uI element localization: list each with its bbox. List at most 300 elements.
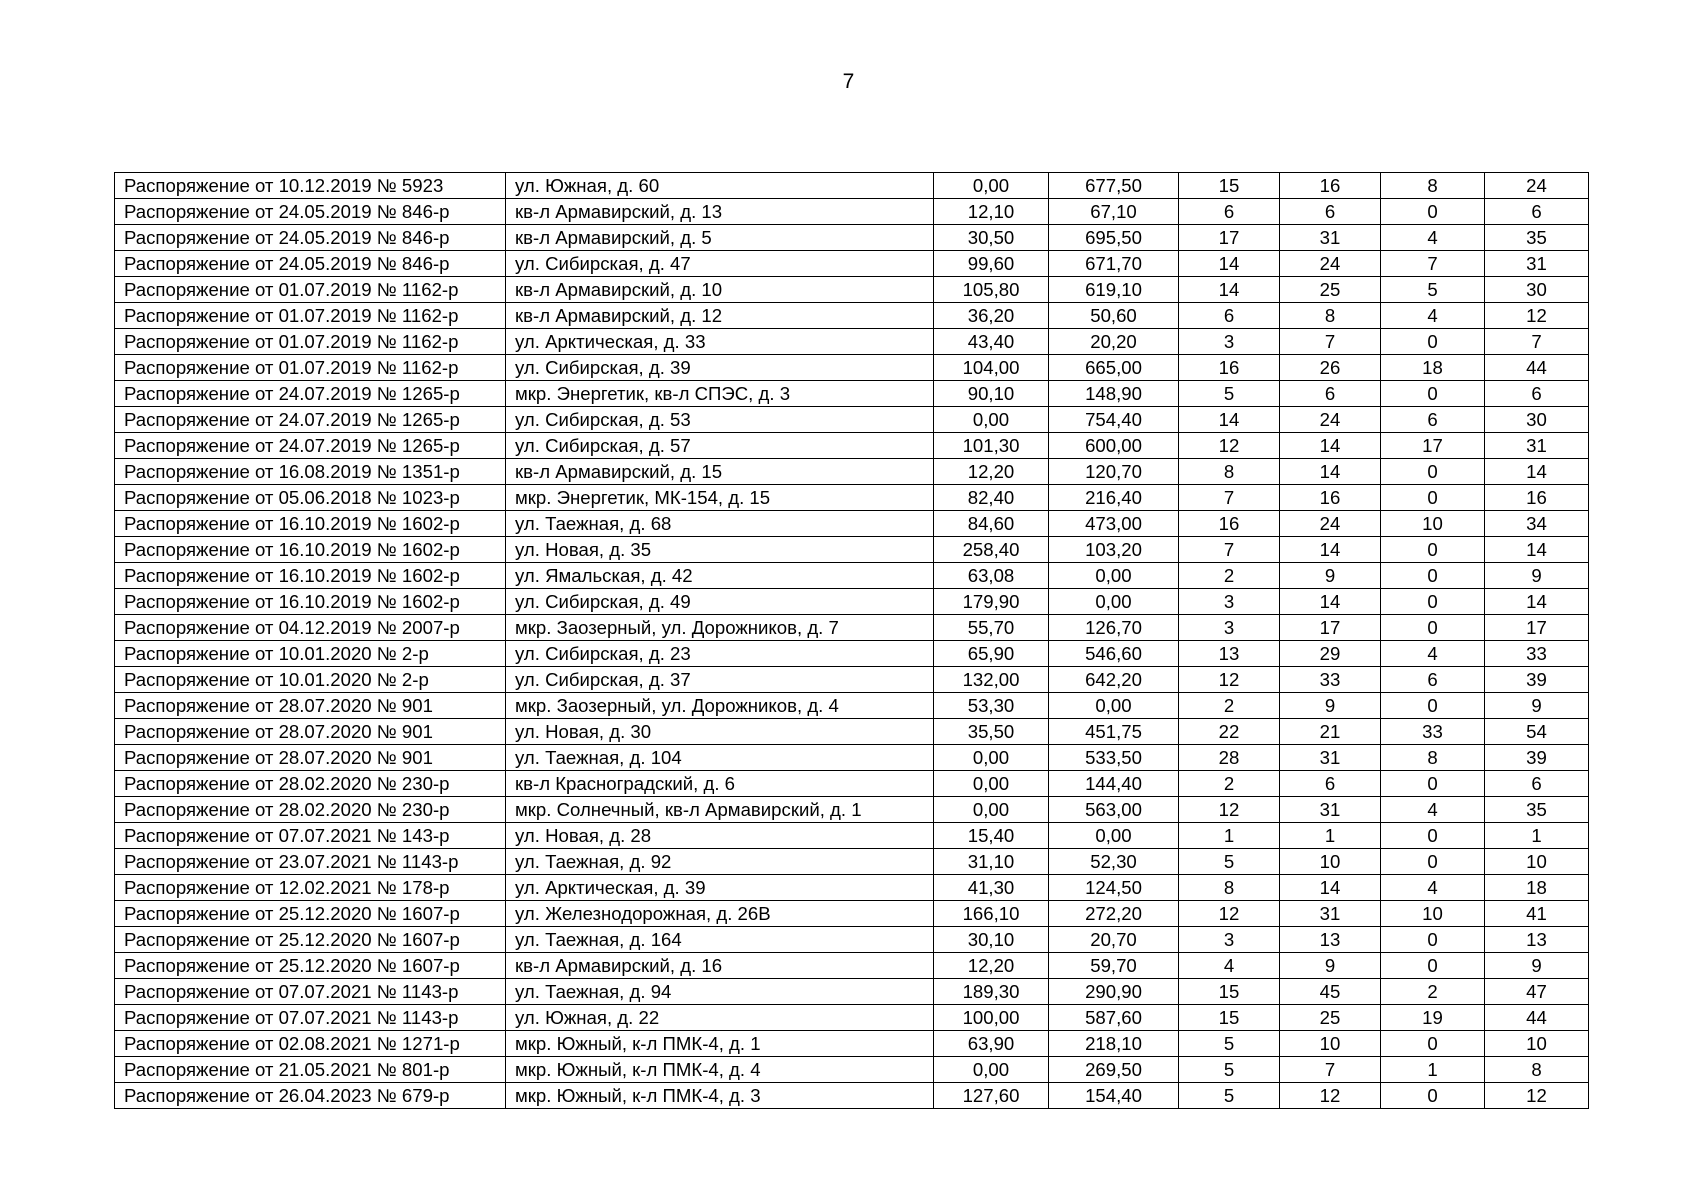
value-b-cell: 20,20	[1049, 329, 1179, 355]
count-total-cell: 41	[1485, 901, 1589, 927]
value-b-cell: 546,60	[1049, 641, 1179, 667]
address-cell: ул. Сибирская, д. 37	[506, 667, 934, 693]
count-total-cell: 33	[1485, 641, 1589, 667]
count-c-cell: 10	[1381, 901, 1485, 927]
table-row	[115, 745, 1589, 771]
value-a-cell: 65,90	[934, 641, 1049, 667]
count-b-cell: 45	[1280, 979, 1381, 1005]
count-c-cell: 8	[1381, 173, 1485, 199]
count-a-cell: 3	[1179, 589, 1280, 615]
value-b-cell: 20,70	[1049, 927, 1179, 953]
order-cell: Распоряжение от 07.07.2021 № 143-р	[115, 823, 506, 849]
count-b-cell: 31	[1280, 745, 1381, 771]
count-total-cell: 39	[1485, 745, 1589, 771]
order-cell: Распоряжение от 01.07.2019 № 1162-р	[115, 303, 506, 329]
order-cell: Распоряжение от 21.05.2021 № 801-р	[115, 1057, 506, 1083]
count-b-cell: 9	[1280, 953, 1381, 979]
value-b-cell: 154,40	[1049, 1083, 1179, 1109]
count-total-cell: 12	[1485, 303, 1589, 329]
address-cell: кв-л Армавирский, д. 10	[506, 277, 934, 303]
count-b-cell: 24	[1280, 251, 1381, 277]
order-cell: Распоряжение от 25.12.2020 № 1607-р	[115, 927, 506, 953]
table-row	[115, 927, 1589, 953]
address-cell: ул. Новая, д. 35	[506, 537, 934, 563]
count-c-cell: 0	[1381, 823, 1485, 849]
count-c-cell: 8	[1381, 745, 1485, 771]
count-b-cell: 14	[1280, 589, 1381, 615]
value-a-cell: 15,40	[934, 823, 1049, 849]
order-cell: Распоряжение от 10.12.2019 № 5923	[115, 173, 506, 199]
address-cell: мкр. Южный, к-л ПМК-4, д. 1	[506, 1031, 934, 1057]
value-a-cell: 55,70	[934, 615, 1049, 641]
count-b-cell: 14	[1280, 875, 1381, 901]
count-a-cell: 5	[1179, 1031, 1280, 1057]
order-cell: Распоряжение от 26.04.2023 № 679-р	[115, 1083, 506, 1109]
table-row	[115, 1031, 1589, 1057]
count-b-cell: 24	[1280, 511, 1381, 537]
page-number: 7	[842, 70, 855, 93]
table-row	[115, 1057, 1589, 1083]
count-b-cell: 21	[1280, 719, 1381, 745]
value-a-cell: 82,40	[934, 485, 1049, 511]
table-row	[115, 849, 1589, 875]
order-cell: Распоряжение от 16.10.2019 № 1602-р	[115, 589, 506, 615]
count-a-cell: 28	[1179, 745, 1280, 771]
count-total-cell: 30	[1485, 277, 1589, 303]
count-total-cell: 14	[1485, 537, 1589, 563]
order-cell: Распоряжение от 16.10.2019 № 1602-р	[115, 537, 506, 563]
count-total-cell: 30	[1485, 407, 1589, 433]
address-cell: мкр. Энергетик, МК-154, д. 15	[506, 485, 934, 511]
order-cell: Распоряжение от 24.05.2019 № 846-р	[115, 225, 506, 251]
value-a-cell: 30,50	[934, 225, 1049, 251]
value-b-cell: 52,30	[1049, 849, 1179, 875]
value-b-cell: 272,20	[1049, 901, 1179, 927]
order-cell: Распоряжение от 23.07.2021 № 1143-р	[115, 849, 506, 875]
value-b-cell: 290,90	[1049, 979, 1179, 1005]
value-b-cell: 0,00	[1049, 823, 1179, 849]
address-cell: ул. Южная, д. 22	[506, 1005, 934, 1031]
count-total-cell: 44	[1485, 355, 1589, 381]
value-a-cell: 105,80	[934, 277, 1049, 303]
value-a-cell: 43,40	[934, 329, 1049, 355]
count-b-cell: 8	[1280, 303, 1381, 329]
count-c-cell: 0	[1381, 329, 1485, 355]
count-a-cell: 12	[1179, 797, 1280, 823]
value-b-cell: 144,40	[1049, 771, 1179, 797]
count-a-cell: 16	[1179, 355, 1280, 381]
count-total-cell: 31	[1485, 433, 1589, 459]
count-a-cell: 12	[1179, 667, 1280, 693]
count-a-cell: 15	[1179, 173, 1280, 199]
count-a-cell: 5	[1179, 1083, 1280, 1109]
table-row	[115, 485, 1589, 511]
value-b-cell: 50,60	[1049, 303, 1179, 329]
count-a-cell: 2	[1179, 693, 1280, 719]
value-a-cell: 12,20	[934, 459, 1049, 485]
table-row	[115, 693, 1589, 719]
order-cell: Распоряжение от 10.01.2020 № 2-р	[115, 641, 506, 667]
order-cell: Распоряжение от 28.07.2020 № 901	[115, 719, 506, 745]
value-a-cell: 30,10	[934, 927, 1049, 953]
value-a-cell: 0,00	[934, 797, 1049, 823]
count-c-cell: 4	[1381, 875, 1485, 901]
count-total-cell: 47	[1485, 979, 1589, 1005]
value-b-cell: 0,00	[1049, 693, 1179, 719]
count-a-cell: 14	[1179, 251, 1280, 277]
value-a-cell: 41,30	[934, 875, 1049, 901]
address-cell: кв-л Армавирский, д. 13	[506, 199, 934, 225]
count-c-cell: 6	[1381, 667, 1485, 693]
address-cell: ул. Новая, д. 28	[506, 823, 934, 849]
count-total-cell: 9	[1485, 953, 1589, 979]
count-total-cell: 10	[1485, 1031, 1589, 1057]
count-b-cell: 10	[1280, 1031, 1381, 1057]
table-row	[115, 953, 1589, 979]
table-row	[115, 797, 1589, 823]
table-row	[115, 173, 1589, 199]
count-a-cell: 12	[1179, 901, 1280, 927]
count-c-cell: 0	[1381, 485, 1485, 511]
value-a-cell: 0,00	[934, 407, 1049, 433]
table-row	[115, 459, 1589, 485]
value-b-cell: 473,00	[1049, 511, 1179, 537]
count-total-cell: 24	[1485, 173, 1589, 199]
value-b-cell: 451,75	[1049, 719, 1179, 745]
value-b-cell: 0,00	[1049, 563, 1179, 589]
count-b-cell: 1	[1280, 823, 1381, 849]
value-a-cell: 63,08	[934, 563, 1049, 589]
count-b-cell: 31	[1280, 225, 1381, 251]
address-cell: кв-л Армавирский, д. 12	[506, 303, 934, 329]
count-c-cell: 18	[1381, 355, 1485, 381]
value-a-cell: 12,10	[934, 199, 1049, 225]
order-cell: Распоряжение от 28.07.2020 № 901	[115, 745, 506, 771]
order-cell: Распоряжение от 01.07.2019 № 1162-р	[115, 277, 506, 303]
count-total-cell: 31	[1485, 251, 1589, 277]
order-cell: Распоряжение от 28.07.2020 № 901	[115, 693, 506, 719]
table-row	[115, 251, 1589, 277]
address-cell: ул. Сибирская, д. 53	[506, 407, 934, 433]
count-total-cell: 10	[1485, 849, 1589, 875]
count-total-cell: 9	[1485, 563, 1589, 589]
count-c-cell: 0	[1381, 953, 1485, 979]
order-cell: Распоряжение от 24.05.2019 № 846-р	[115, 251, 506, 277]
count-a-cell: 22	[1179, 719, 1280, 745]
table-row	[115, 979, 1589, 1005]
table-row	[115, 407, 1589, 433]
address-cell: ул. Сибирская, д. 47	[506, 251, 934, 277]
value-a-cell: 101,30	[934, 433, 1049, 459]
order-cell: Распоряжение от 04.12.2019 № 2007-р	[115, 615, 506, 641]
count-c-cell: 6	[1381, 407, 1485, 433]
value-b-cell: 126,70	[1049, 615, 1179, 641]
table-row	[115, 563, 1589, 589]
count-b-cell: 33	[1280, 667, 1381, 693]
count-a-cell: 2	[1179, 771, 1280, 797]
order-cell: Распоряжение от 10.01.2020 № 2-р	[115, 667, 506, 693]
count-a-cell: 5	[1179, 1057, 1280, 1083]
address-cell: кв-л Армавирский, д. 5	[506, 225, 934, 251]
table-row	[115, 719, 1589, 745]
count-total-cell: 35	[1485, 797, 1589, 823]
table-row	[115, 199, 1589, 225]
address-cell: кв-л Красноградский, д. 6	[506, 771, 934, 797]
count-a-cell: 3	[1179, 329, 1280, 355]
value-b-cell: 671,70	[1049, 251, 1179, 277]
count-b-cell: 16	[1280, 485, 1381, 511]
table-row	[115, 381, 1589, 407]
count-b-cell: 17	[1280, 615, 1381, 641]
count-c-cell: 0	[1381, 927, 1485, 953]
value-a-cell: 100,00	[934, 1005, 1049, 1031]
count-a-cell: 16	[1179, 511, 1280, 537]
table-row	[115, 615, 1589, 641]
order-cell: Распоряжение от 01.07.2019 № 1162-р	[115, 329, 506, 355]
address-cell: ул. Таежная, д. 94	[506, 979, 934, 1005]
address-cell: ул. Ямальская, д. 42	[506, 563, 934, 589]
table-row	[115, 277, 1589, 303]
table-row	[115, 901, 1589, 927]
count-a-cell: 14	[1179, 407, 1280, 433]
count-b-cell: 6	[1280, 199, 1381, 225]
value-b-cell: 754,40	[1049, 407, 1179, 433]
order-cell: Распоряжение от 25.12.2020 № 1607-р	[115, 901, 506, 927]
value-a-cell: 90,10	[934, 381, 1049, 407]
value-b-cell: 695,50	[1049, 225, 1179, 251]
value-a-cell: 84,60	[934, 511, 1049, 537]
order-cell: Распоряжение от 16.10.2019 № 1602-р	[115, 511, 506, 537]
count-b-cell: 14	[1280, 537, 1381, 563]
value-b-cell: 148,90	[1049, 381, 1179, 407]
value-b-cell: 124,50	[1049, 875, 1179, 901]
count-c-cell: 0	[1381, 771, 1485, 797]
address-cell: мкр. Заозерный, ул. Дорожников, д. 7	[506, 615, 934, 641]
count-b-cell: 14	[1280, 459, 1381, 485]
count-total-cell: 34	[1485, 511, 1589, 537]
address-cell: ул. Южная, д. 60	[506, 173, 934, 199]
address-cell: мкр. Заозерный, ул. Дорожников, д. 4	[506, 693, 934, 719]
address-cell: кв-л Армавирский, д. 15	[506, 459, 934, 485]
count-total-cell: 54	[1485, 719, 1589, 745]
count-a-cell: 4	[1179, 953, 1280, 979]
order-cell: Распоряжение от 24.05.2019 № 846-р	[115, 199, 506, 225]
count-total-cell: 7	[1485, 329, 1589, 355]
order-cell: Распоряжение от 02.08.2021 № 1271-р	[115, 1031, 506, 1057]
order-cell: Распоряжение от 24.07.2019 № 1265-р	[115, 381, 506, 407]
value-a-cell: 53,30	[934, 693, 1049, 719]
table-row	[115, 1083, 1589, 1109]
value-a-cell: 189,30	[934, 979, 1049, 1005]
table-body	[115, 173, 1589, 1109]
table-row	[115, 589, 1589, 615]
count-a-cell: 15	[1179, 1005, 1280, 1031]
count-c-cell: 0	[1381, 563, 1485, 589]
count-b-cell: 10	[1280, 849, 1381, 875]
count-b-cell: 25	[1280, 1005, 1381, 1031]
count-c-cell: 1	[1381, 1057, 1485, 1083]
value-a-cell: 99,60	[934, 251, 1049, 277]
count-a-cell: 8	[1179, 459, 1280, 485]
value-b-cell: 216,40	[1049, 485, 1179, 511]
count-b-cell: 26	[1280, 355, 1381, 381]
count-a-cell: 1	[1179, 823, 1280, 849]
count-a-cell: 3	[1179, 927, 1280, 953]
address-cell: ул. Сибирская, д. 49	[506, 589, 934, 615]
order-cell: Распоряжение от 05.06.2018 № 1023-р	[115, 485, 506, 511]
count-total-cell: 12	[1485, 1083, 1589, 1109]
count-a-cell: 7	[1179, 485, 1280, 511]
value-b-cell: 59,70	[1049, 953, 1179, 979]
value-a-cell: 63,90	[934, 1031, 1049, 1057]
address-cell: кв-л Армавирский, д. 16	[506, 953, 934, 979]
count-b-cell: 12	[1280, 1083, 1381, 1109]
address-cell: ул. Сибирская, д. 39	[506, 355, 934, 381]
order-cell: Распоряжение от 16.08.2019 № 1351-р	[115, 459, 506, 485]
address-cell: ул. Таежная, д. 104	[506, 745, 934, 771]
count-c-cell: 10	[1381, 511, 1485, 537]
value-b-cell: 677,50	[1049, 173, 1179, 199]
count-a-cell: 6	[1179, 303, 1280, 329]
resettlement-table	[114, 172, 1589, 1109]
count-b-cell: 25	[1280, 277, 1381, 303]
value-b-cell: 563,00	[1049, 797, 1179, 823]
address-cell: мкр. Солнечный, кв-л Армавирский, д. 1	[506, 797, 934, 823]
count-total-cell: 6	[1485, 771, 1589, 797]
value-a-cell: 132,00	[934, 667, 1049, 693]
count-b-cell: 31	[1280, 901, 1381, 927]
count-c-cell: 0	[1381, 1031, 1485, 1057]
address-cell: мкр. Энергетик, кв-л СПЭС, д. 3	[506, 381, 934, 407]
count-b-cell: 16	[1280, 173, 1381, 199]
count-b-cell: 24	[1280, 407, 1381, 433]
count-a-cell: 14	[1179, 277, 1280, 303]
value-a-cell: 35,50	[934, 719, 1049, 745]
value-a-cell: 31,10	[934, 849, 1049, 875]
count-a-cell: 3	[1179, 615, 1280, 641]
value-a-cell: 179,90	[934, 589, 1049, 615]
value-a-cell: 36,20	[934, 303, 1049, 329]
count-total-cell: 39	[1485, 667, 1589, 693]
count-c-cell: 0	[1381, 849, 1485, 875]
count-c-cell: 19	[1381, 1005, 1485, 1031]
value-a-cell: 12,20	[934, 953, 1049, 979]
count-c-cell: 0	[1381, 381, 1485, 407]
value-b-cell: 218,10	[1049, 1031, 1179, 1057]
value-b-cell: 0,00	[1049, 589, 1179, 615]
count-a-cell: 2	[1179, 563, 1280, 589]
table-row	[115, 771, 1589, 797]
value-b-cell: 533,50	[1049, 745, 1179, 771]
value-a-cell: 0,00	[934, 745, 1049, 771]
count-c-cell: 0	[1381, 199, 1485, 225]
order-cell: Распоряжение от 12.02.2021 № 178-р	[115, 875, 506, 901]
count-c-cell: 0	[1381, 693, 1485, 719]
count-b-cell: 7	[1280, 1057, 1381, 1083]
value-a-cell: 0,00	[934, 1057, 1049, 1083]
address-cell: ул. Таежная, д. 68	[506, 511, 934, 537]
value-b-cell: 665,00	[1049, 355, 1179, 381]
address-cell: ул. Арктическая, д. 33	[506, 329, 934, 355]
count-a-cell: 7	[1179, 537, 1280, 563]
count-c-cell: 2	[1381, 979, 1485, 1005]
count-total-cell: 18	[1485, 875, 1589, 901]
count-c-cell: 0	[1381, 615, 1485, 641]
count-c-cell: 5	[1381, 277, 1485, 303]
order-cell: Распоряжение от 24.07.2019 № 1265-р	[115, 433, 506, 459]
value-a-cell: 0,00	[934, 173, 1049, 199]
count-c-cell: 4	[1381, 797, 1485, 823]
order-cell: Распоряжение от 16.10.2019 № 1602-р	[115, 563, 506, 589]
table-row	[115, 667, 1589, 693]
address-cell: ул. Сибирская, д. 23	[506, 641, 934, 667]
address-cell: ул. Новая, д. 30	[506, 719, 934, 745]
address-cell: ул. Арктическая, д. 39	[506, 875, 934, 901]
count-a-cell: 12	[1179, 433, 1280, 459]
count-c-cell: 17	[1381, 433, 1485, 459]
order-cell: Распоряжение от 24.07.2019 № 1265-р	[115, 407, 506, 433]
count-a-cell: 5	[1179, 381, 1280, 407]
value-b-cell: 600,00	[1049, 433, 1179, 459]
count-b-cell: 9	[1280, 563, 1381, 589]
count-a-cell: 6	[1179, 199, 1280, 225]
count-a-cell: 8	[1179, 875, 1280, 901]
count-b-cell: 7	[1280, 329, 1381, 355]
count-b-cell: 14	[1280, 433, 1381, 459]
count-c-cell: 0	[1381, 1083, 1485, 1109]
order-cell: Распоряжение от 07.07.2021 № 1143-р	[115, 1005, 506, 1031]
count-total-cell: 16	[1485, 485, 1589, 511]
count-total-cell: 9	[1485, 693, 1589, 719]
order-cell: Распоряжение от 28.02.2020 № 230-р	[115, 797, 506, 823]
address-cell: мкр. Южный, к-л ПМК-4, д. 4	[506, 1057, 934, 1083]
count-c-cell: 0	[1381, 589, 1485, 615]
count-total-cell: 1	[1485, 823, 1589, 849]
count-b-cell: 31	[1280, 797, 1381, 823]
table-row	[115, 303, 1589, 329]
table-row	[115, 511, 1589, 537]
table-row	[115, 329, 1589, 355]
count-b-cell: 6	[1280, 771, 1381, 797]
value-a-cell: 104,00	[934, 355, 1049, 381]
count-total-cell: 14	[1485, 589, 1589, 615]
table-row	[115, 537, 1589, 563]
value-b-cell: 642,20	[1049, 667, 1179, 693]
count-c-cell: 0	[1381, 459, 1485, 485]
count-b-cell: 13	[1280, 927, 1381, 953]
value-b-cell: 67,10	[1049, 199, 1179, 225]
count-b-cell: 6	[1280, 381, 1381, 407]
count-a-cell: 17	[1179, 225, 1280, 251]
count-total-cell: 17	[1485, 615, 1589, 641]
order-cell: Распоряжение от 07.07.2021 № 1143-р	[115, 979, 506, 1005]
count-a-cell: 13	[1179, 641, 1280, 667]
count-c-cell: 33	[1381, 719, 1485, 745]
table-row	[115, 1005, 1589, 1031]
count-total-cell: 35	[1485, 225, 1589, 251]
address-cell: ул. Железнодорожная, д. 26В	[506, 901, 934, 927]
address-cell: ул. Таежная, д. 92	[506, 849, 934, 875]
value-b-cell: 120,70	[1049, 459, 1179, 485]
count-total-cell: 6	[1485, 381, 1589, 407]
order-cell: Распоряжение от 01.07.2019 № 1162-р	[115, 355, 506, 381]
address-cell: мкр. Южный, к-л ПМК-4, д. 3	[506, 1083, 934, 1109]
table-row	[115, 225, 1589, 251]
count-c-cell: 4	[1381, 225, 1485, 251]
count-c-cell: 7	[1381, 251, 1485, 277]
count-a-cell: 15	[1179, 979, 1280, 1005]
count-a-cell: 5	[1179, 849, 1280, 875]
